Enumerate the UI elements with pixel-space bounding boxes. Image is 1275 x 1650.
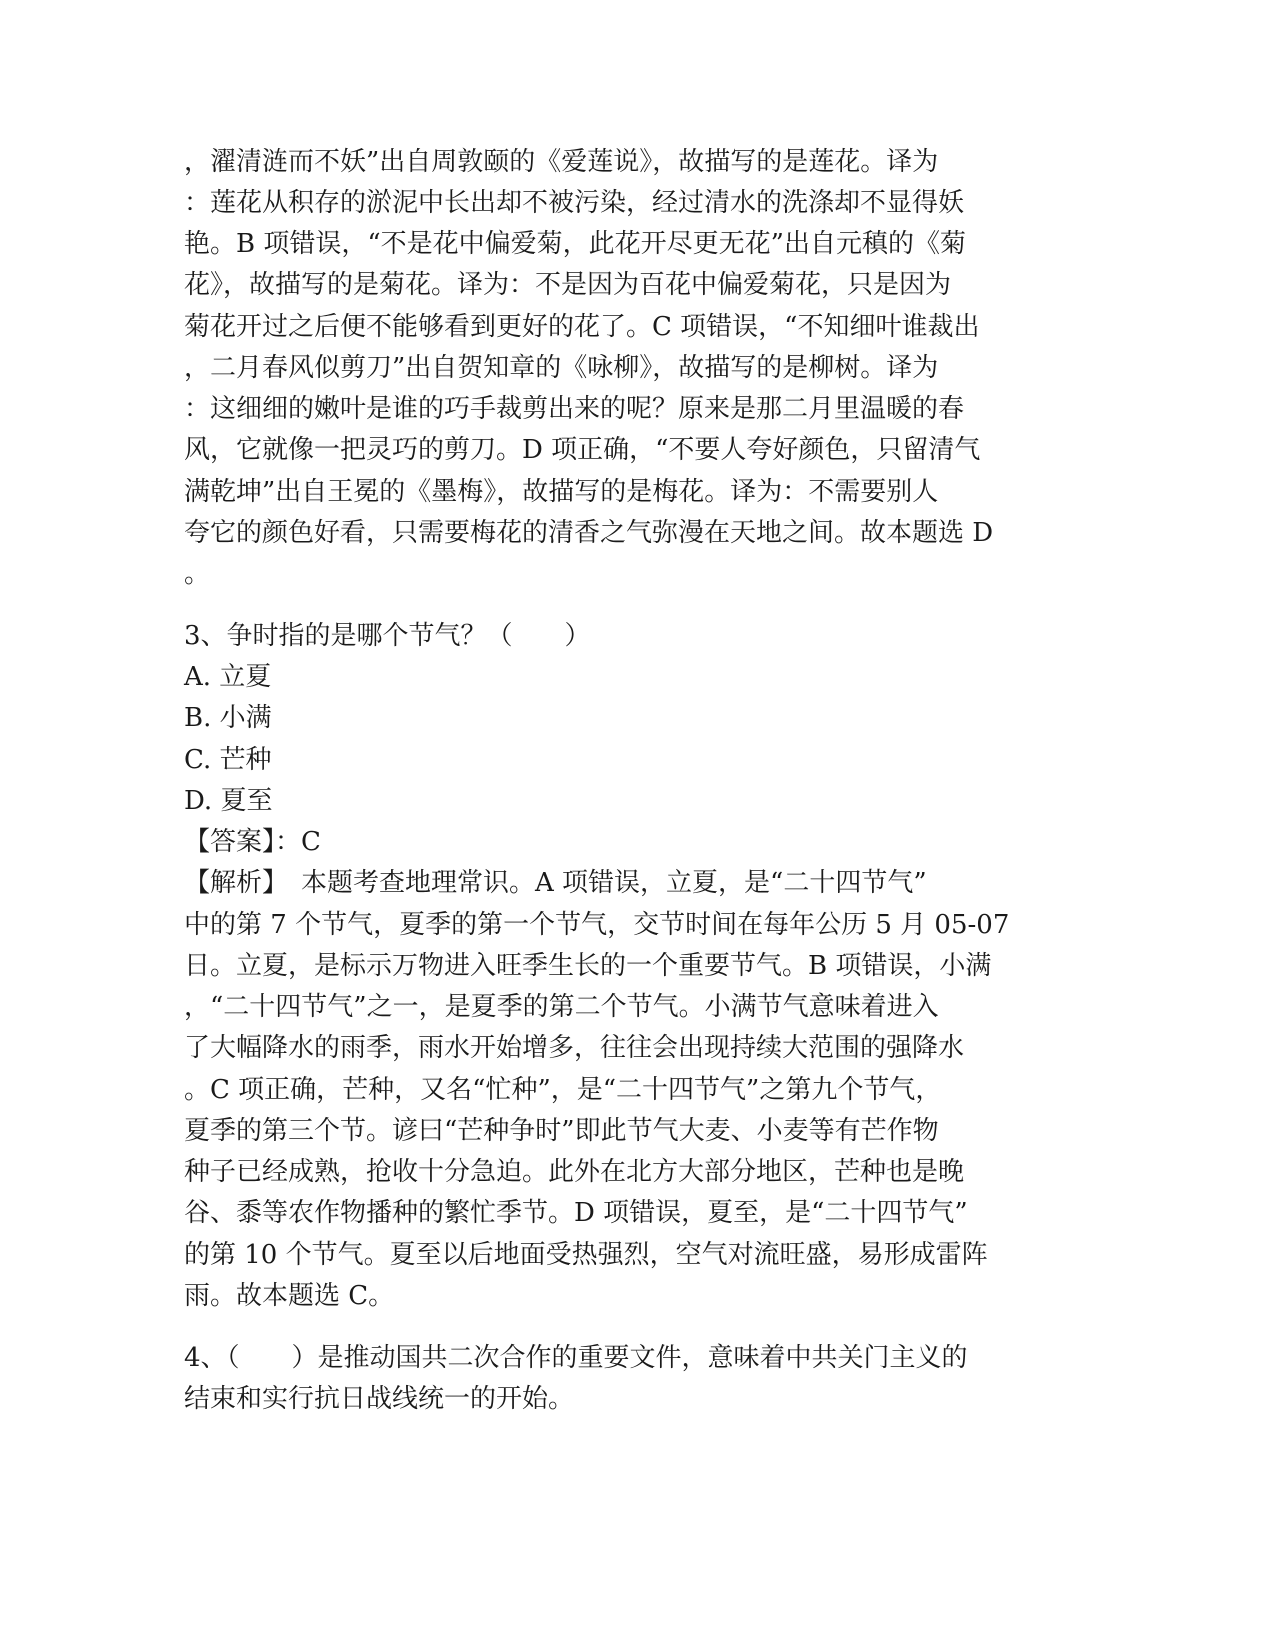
question-3-option-c: C. 芒种 [184,745,272,775]
analysis-line: 日。立夏，是标示万物进入旺季生长的一个重要节气。B 项错误，小满 [184,951,992,981]
analysis-line: 种子已经成熟，抢收十分急迫。此外在北方大部分地区，芒种也是晚 [184,1157,965,1187]
text-line: 艳。B 项错误，“不是花中偏爱菊，此花开尽更无花”出自元稹的《菊 [184,229,966,259]
analysis-line: 的第 10 个节气。夏至以后地面受热强烈，空气对流旺盛，易形成雷阵 [184,1240,988,1270]
analysis-line: 了大幅降水的雨季，雨水开始增多，往往会出现持续大范围的强降水 [184,1033,965,1063]
text-line: ：莲花从积存的淤泥中长出却不被污染，经过清水的洗涤却不显得妖 [184,188,965,218]
question-4-title: 4、（ ）是推动国共二次合作的重要文件，意味着中共关门主义的 [184,1343,968,1373]
analysis-line: 谷、黍等农作物播种的繁忙季节。D 项错误，夏至，是“二十四节气” [184,1198,968,1228]
analysis-line: ，“二十四节气”之一，是夏季的第二个节气。小满节气意味着进入 [184,992,939,1022]
text-line: ：这细细的嫩叶是谁的巧手裁剪出来的呢？原来是那二月里温暖的春 [184,394,965,424]
analysis-line: 。C 项正确，芒种，又名“忙种”，是“二十四节气”之第九个节气， [184,1075,942,1105]
analysis-line: 【解析】 本题考查地理常识。A 项错误，立夏，是“二十四节气” [184,868,927,898]
question-3-option-d: D. 夏至 [184,786,273,816]
question-3-option-b: B. 小满 [184,703,272,733]
question-3-option-a: A. 立夏 [184,662,272,692]
question-3-answer: 【答案】：C [184,827,321,857]
question-3-title: 3、争时指的是哪个节气？（ ） [184,621,591,651]
text-line: 满乾坤”出自王冕的《墨梅》，故描写的是梅花。译为：不需要别人 [184,477,939,507]
text-line: 。 [184,559,211,589]
text-line: 风，它就像一把灵巧的剪刀。D 项正确，“不要人夸好颜色，只留清气 [184,435,981,465]
text-line: 夸它的颜色好看，只需要梅花的清香之气弥漫在天地之间。故本题选 D [184,518,994,548]
question-4-title-continued: 结束和实行抗日战线统一的开始。 [184,1384,575,1414]
analysis-line: 夏季的第三个节。谚曰“芒种争时”即此节气大麦、小麦等有芒作物 [184,1116,939,1146]
text-line: 菊花开过之后便不能够看到更好的花了。C 项错误，“不知细叶谁裁出 [184,312,980,342]
text-line: 花》，故描写的是菊花。译为：不是因为百花中偏爱菊花，只是因为 [184,270,952,300]
analysis-line: 中的第 7 个节气，夏季的第一个节气，交节时间在每年公历 5 月 05-07 [184,910,1010,940]
analysis-line: 雨。故本题选 C。 [184,1281,395,1311]
text-line: ，二月春风似剪刀”出自贺知章的《咏柳》，故描写的是柳树。译为 [184,353,939,383]
text-line: ，濯清涟而不妖”出自周敦颐的《爱莲说》，故描写的是莲花。译为 [184,147,939,177]
